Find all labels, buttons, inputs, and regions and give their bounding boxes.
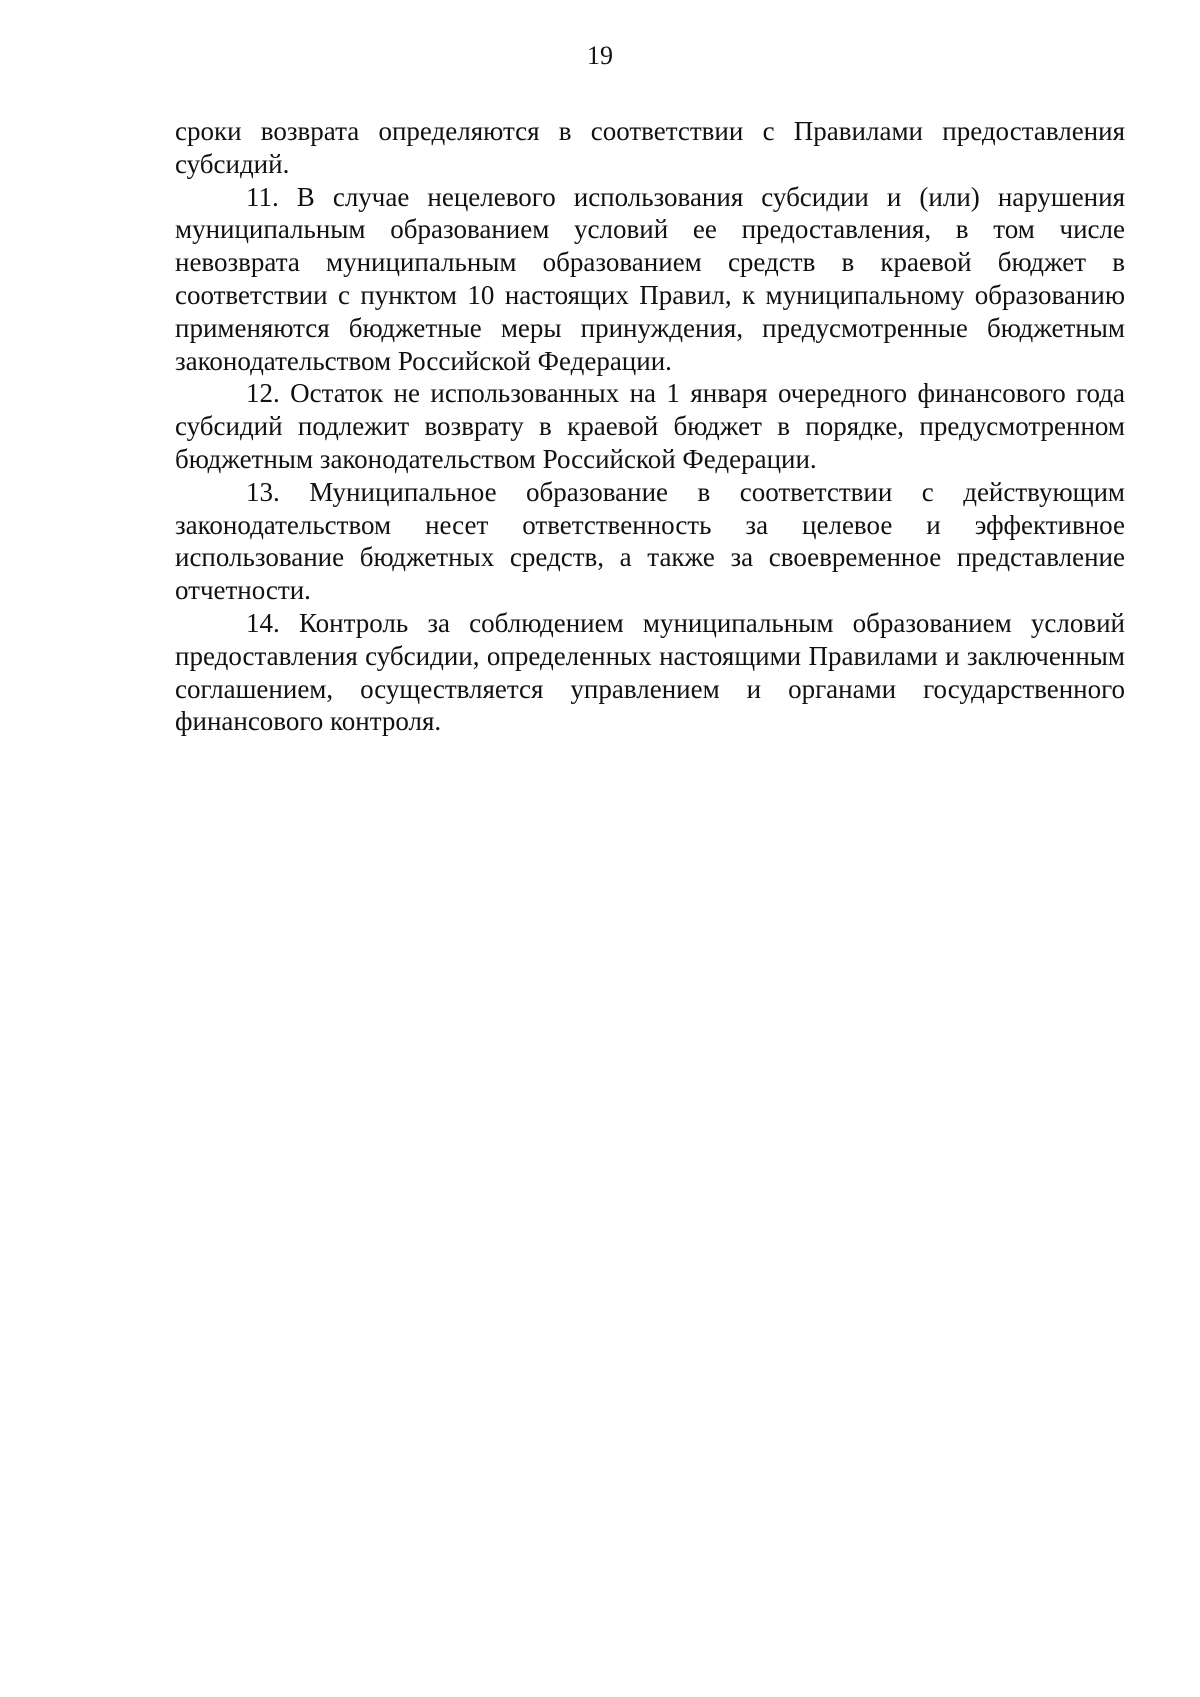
page-number: 19 xyxy=(587,41,613,70)
paragraph-continuation: сроки возврата определяются в соответствии с Правилами предоставления субсидий. xyxy=(175,116,1125,179)
paragraph-item-14: 14. Контроль за соблюдением муниципальным образованием условий предоставления субсидии, определенных настоящими Правилами и заключенным соглашением, осуществляется управлением и органами государственного финансового контроля. xyxy=(175,607,1125,737)
paragraph-item-12: 12. Остаток не использованных на 1 января очередного финансового года субсидий подлежит возврату в краевой бюджет в порядке, предусмотренном бюджетным законодательством Российской Федерации. xyxy=(175,378,1125,474)
document-body xyxy=(175,115,1125,738)
paragraph-item-13: 13. Муниципальное образование в соответствии с действующим законодательством несет ответственность за целевое и эффективное использование бюджетных средств, а также за своевременное представление отчетности. xyxy=(175,476,1125,606)
paragraph-item-11: 11. В случае нецелевого использования субсидии и (или) нарушения муниципальным образованием условий ее предоставления, в том числе невозврата муниципальным образованием средств в краевой бюджет в соответствии с пунктом 10 настоящих Правил, к муниципальному образованию применяются бюджетные меры принуждения, предусмотренные бюджетным законодательством Российской Федерации. xyxy=(175,181,1125,376)
